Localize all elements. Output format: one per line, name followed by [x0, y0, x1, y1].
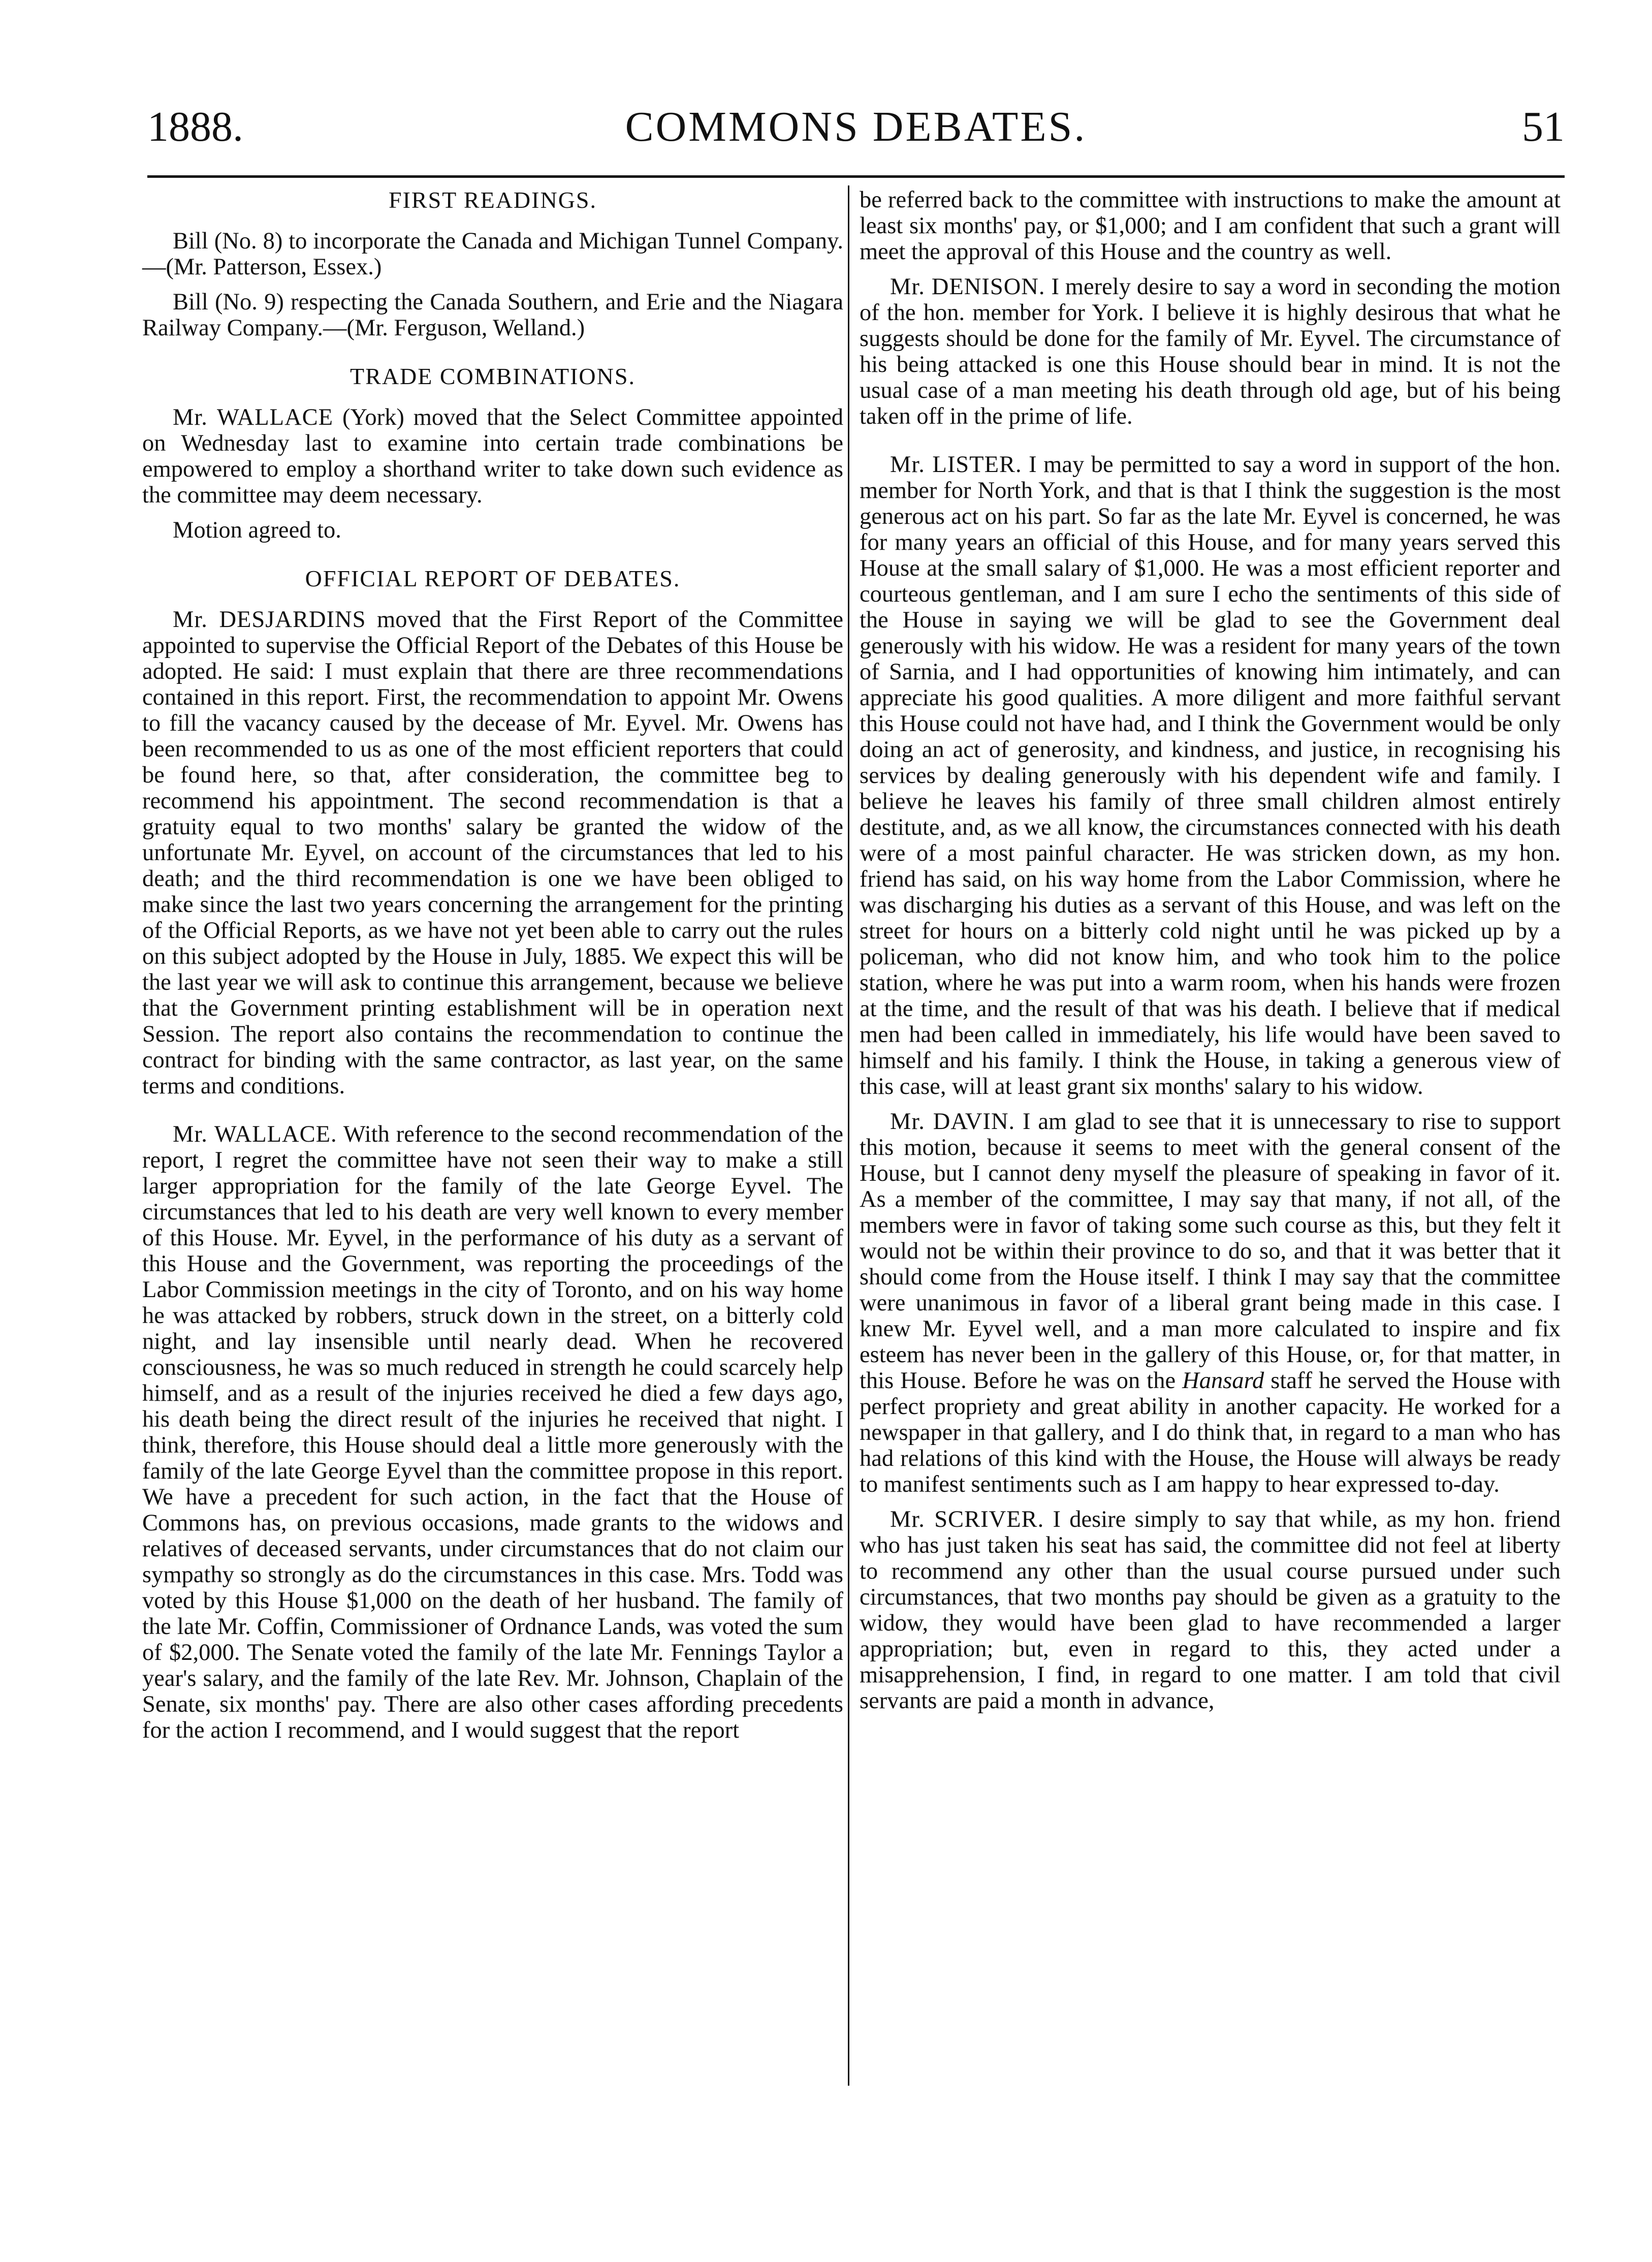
bill-9-text: Bill (No. 9) respecting the Canada Southern, and Erie and the Niagara Railway Company.—(Mr. Ferguson, Welland.)	[142, 289, 843, 341]
speaker-denison: Mr. DENISON.	[890, 274, 1045, 300]
davin-hansard: Hansard	[1182, 1368, 1264, 1394]
trade-text: (York) moved that the Select Committee appointed on Wednesday last to examine into certain trade combinations be empowered to employ a shorthand writer to take down such evidence as the committee may deem necessary.	[142, 404, 843, 508]
left-column	[142, 187, 843, 1752]
scriver-paragraph	[860, 1506, 1561, 1714]
heading-trade-combinations: TRADE COMBINATIONS.	[350, 363, 636, 389]
speaker-lister: Mr. LISTER.	[890, 452, 1022, 478]
header-page-number: 51	[1522, 103, 1565, 150]
desjardins-text: moved that the First Report of the Committee appointed to supervise the Official Report of the Debates of this House be adopted. He said: I must explain that there are three recommendations contained in this report. First, the recommendation to appoint Mr. Owens to fill the vacancy caused by the decease of Mr. Eyvel. Mr. Owens has been recommended to us as one of the most efficient reporters that could be found here, so that, after consideration, the committee beg to recommend his appointment. The second recommendation is that a gratuity equal to two months' salary be granted the widow of the unfortunate Mr. Eyvel, on account of the circumstances that led to his death; and the third recommendation is one we have been obliged to make since the last two years concerning the arrangement for the printing of the Official Reports, as we have not yet been able to carry out the rules on this subject adopted by the House in July, 1885. We expect this will be the last year we will ask to continue this arrangement, because we believe that the Government printing establishment will be in operation next Session. The report also contains the recommendation to continue the contract for binding with the same contractor, as last year, on the same terms and conditions.	[142, 607, 843, 1099]
denison-text: I merely desire to say a word in seconding the motion of the hon. member for York. I believe it is highly desirous that what he suggests should be done for the family of Mr. Eyvel. The circumstance of his being attacked is one this House should bear in mind. It is not the usual case of a man meeting his death through old age, but of his being taken off in the prime of life.	[860, 274, 1561, 429]
denison-paragraph	[860, 274, 1561, 429]
wallace-paragraph	[142, 1121, 843, 1743]
trade-paragraph	[142, 404, 843, 508]
speaker-wallace-york: Mr. WALLACE	[173, 404, 334, 430]
desjardins-paragraph	[142, 607, 843, 1099]
speaker-wallace: Mr. WALLACE.	[173, 1121, 337, 1147]
speaker-desjardins: Mr. DESJARDINS	[173, 607, 366, 633]
right-column	[860, 187, 1561, 1723]
lister-text: I may be permitted to say a word in support of the hon. member for North York, and that is that I think the suggestion is the most generous act on his part. So far as the late Mr. Eyvel is concerned, he was for many years an official of this House, and for many years served this House at the small salary of $1,000. He was a most efficient reporter and courteous gentleman, and I am sure I echo the sentiments of this side of the House in saying we will be glad to see the Government deal generously with his widow. He was a resident for many years of the town of Sarnia, and I had opportunities of knowing him intimately, and can appreciate his good qualities. A more diligent and more faithful servant this House could not have had, and I think the Government would be only doing an act of generosity, and kindness, and justice, in recognising his services by dealing generously with his dependent wife and family. I believe he leaves his family of three small children almost entirely destitute, and, as we all know, the circumstances connected with his death were of a most painful character. He was stricken down, as my hon. friend has said, on his way home from the Labor Commission, where he was discharging his duties as a servant of this House, and was left on the street for hours on a bitterly cold night until he was picked up by a policeman, who did not know him, and who took him to the police station, where he was put into a warm room, when his hands were frozen at the time, and the result of that was his death. I believe that if medical men had been called in immediately, his life would have been saved to himself and his family. I think the House, in taking a generous view of this case, will at least grant six months' salary to his widow.	[860, 452, 1561, 1099]
header-year: 1888.	[147, 103, 243, 150]
wallace-text: With reference to the second recommendation of the report, I regret the committee have not seen their way to make a still larger appropriation for the family of the late George Eyvel. The circumstances that led to his death are very well known to every member of this House. Mr. Eyvel, in the performance of his duty as a servant of this House and the Government, was reporting the proceedings of the Labor Commission meetings in the city of Toronto, and on his way home he was attacked by robbers, struck down in the street, on a bitterly cold night, and lay insensible until nearly dead. When he recovered consciousness, he was so much reduced in strength he could scarcely help himself, and as a result of the injuries received he died a few days ago, his death being the direct result of the injuries he received that night. I think, therefore, this House should deal a little more generously with the family of the late George Eyvel than the committee propose in this report. We have a precedent for such action, in the fact that the House of Commons has, on previous occasions, made grants to the widows and relatives of deceased servants, under circumstances that do not claim our sympathy so strongly as do the circumstances in this case. Mrs. Todd was voted by this House $1,000 on the death of her husband. The family of the late Mr. Coffin, Commissioner of Ordnance Lands, was voted the sum of $2,000. The Senate voted the family of the late Mr. Fennings Taylor a year's salary, and the family of the late Rev. Mr. Johnson, Chaplain of the Senate, six months' pay. There are also other cases affording precedents for the action I recommend, and I would suggest that the report	[142, 1121, 843, 1743]
davin-text-2: staff he served the House with perfect propriety and great ability in another capacity. He worked for a newspaper in that gallery, and I do think that, in regard to a man who has had relations of this kind with the House, the House will always be ready to manifest sentiments such as I am happy to hear expressed to-day.	[860, 1368, 1561, 1497]
header-rule	[147, 175, 1565, 178]
speaker-scriver: Mr. SCRIVER.	[890, 1506, 1044, 1532]
lister-paragraph	[860, 452, 1561, 1099]
column-divider	[848, 185, 849, 2086]
heading-first-readings: FIRST READINGS.	[389, 187, 597, 213]
motion-agreed: Motion agreed to.	[173, 517, 341, 543]
bill-8-text: Bill (No. 8) to incorporate the Canada and Michigan Tunnel Company.—(Mr. Patterson, Essex.)	[142, 228, 843, 280]
speaker-davin: Mr. DAVIN.	[890, 1109, 1015, 1135]
davin-paragraph	[860, 1109, 1561, 1497]
header-title: COMMONS DEBATES.	[625, 103, 1087, 150]
scriver-text: I desire simply to say that while, as my hon. friend who has just taken his seat has said, the committee did not feel at liberty to recommend any other than the usual course pursued under such circumstances, that two months pay should be given as a gratuity to the widow, they would have been glad to have recommended a larger appropriation; but, even in regard to this, they acted under a misapprehension, I find, in regard to one matter. I am told that civil servants are paid a month in advance,	[860, 1506, 1561, 1714]
davin-text: I am glad to see that it is unnecessary to rise to support this motion, because it seems to meet with the general consent of the House, but I cannot deny myself the pleasure of speaking in favor of it. As a member of the committee, I may say that many, if not all, of the members were in favor of taking some such course as this, but they felt it would not be within their province to do so, and that it was better that it should come from the House itself. I think I may say that the committee were unanimous in favor of a liberal grant being made in this case. I knew Mr. Eyvel well, and a man more calculated to inspire and fix esteem has never been in the gallery of this House, or, for that matter, in this House. Before he was on the	[860, 1109, 1561, 1394]
page-header	[147, 102, 1565, 163]
heading-official-report: OFFICIAL REPORT OF DEBATES.	[305, 566, 681, 591]
continuation-text: be referred back to the committee with instructions to make the amount at least six months' pay, or $1,000; and I am confident that such a grant will meet the approval of this House and the country as well.	[860, 187, 1561, 265]
